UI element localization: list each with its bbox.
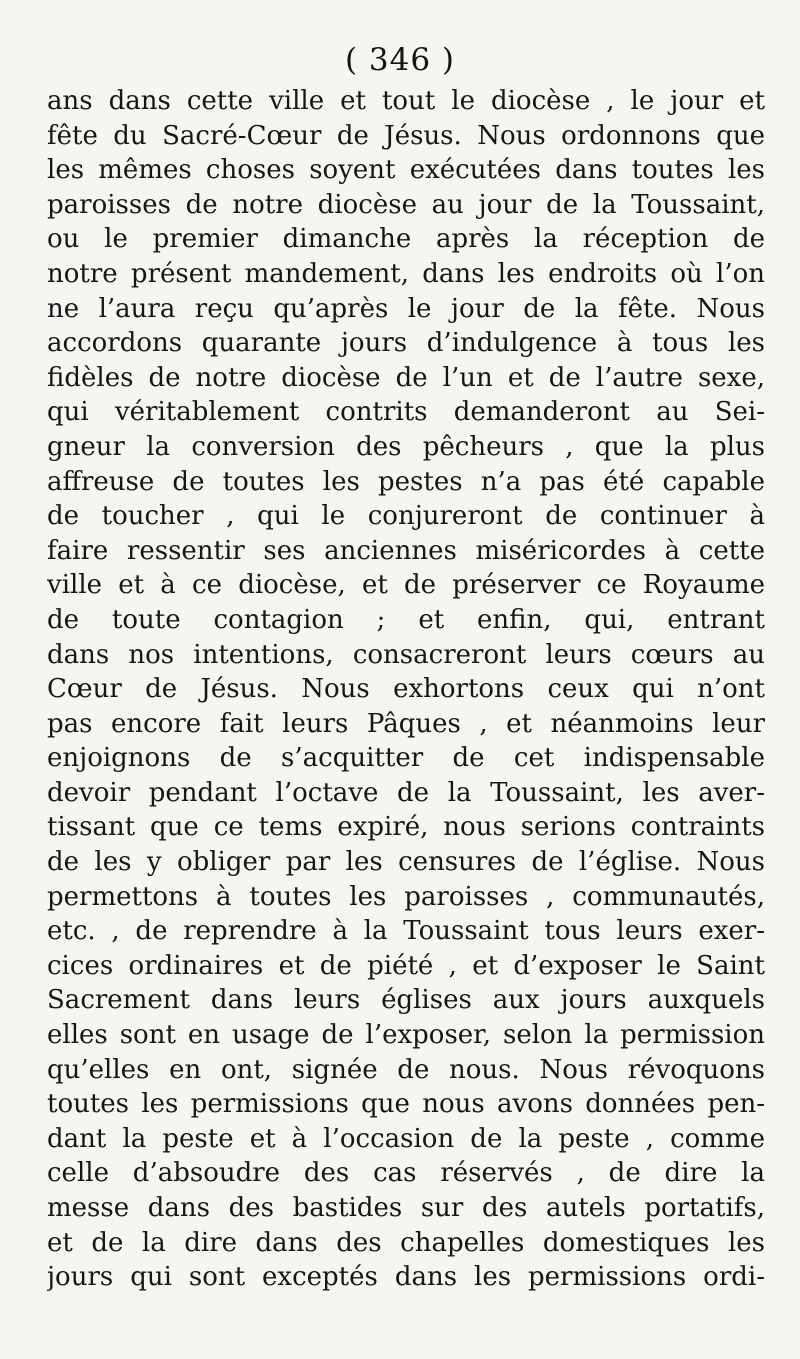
text-line: Sacrement dans leurs églises aux jours auxquels [47,985,765,1016]
text-line: Cœur de Jésus. Nous exhortons ceux qui n’ont [47,674,765,705]
text-line: de toucher , qui le conjureront de continuer à [47,501,765,532]
text-line: tissant que ce tems expiré, nous serions contraints [47,812,765,843]
text-line: jours qui sont exceptés dans les permissions ordi- [47,1262,765,1293]
body-text [47,84,765,1295]
text-line: ans dans cette ville et tout le diocèse , le jour et [47,86,765,116]
text-line: paroisses de notre diocèse au jour de la Toussaint, [47,189,765,220]
text-line: dans nos intentions, consacreront leurs cœurs au [47,639,765,670]
text-line: notre présent mandement, dans les endroits où l’on [47,258,765,289]
text-line: faire ressentir ses anciennes miséricordes à cette [47,535,765,566]
text-line: ne l’aura reçu qu’après le jour de la fête. Nous [47,293,765,324]
text-line: ou le premier dimanche après la réception de [47,224,765,255]
text-line: cices ordinaires et de piété , et d’exposer le Saint [47,950,765,981]
text-line: enjoignons de s’acquitter de cet indispensable [47,743,765,774]
text-line: toutes les permissions que nous avons données pen- [47,1089,765,1120]
text-line: ville et à ce diocèse, et de préserver ce Royaume [47,570,765,601]
text-line: pas encore fait leurs Pâques , et néanmoins leur [47,708,765,739]
text-line: fidèles de notre diocèse de l’un et de l’autre sexe, [47,362,765,393]
text-line: gneur la conversion des pêcheurs , que la plus [47,431,765,462]
text-line: dant la peste et à l’occasion de la peste , comme [47,1123,765,1154]
text-line: de les y obliger par les censures de l’église. Nous [47,847,765,878]
page-number: ( 346 ) [344,42,456,78]
text-line: elles sont en usage de l’exposer, selon la permission [47,1020,765,1051]
text-line: permettons à toutes les paroisses , communautés, [47,881,765,912]
text-line: de toute contagion ; et enfin, qui, entrant [47,604,765,635]
text-line: les mêmes choses soyent exécutées dans toutes les [47,155,765,186]
text-line: etc. , de reprendre à la Toussaint tous leurs exer- [47,916,765,947]
text-line: messe dans des bastides sur des autels portatifs, [47,1193,765,1223]
text-line: celle d’absoudre des cas réservés , de dire la [47,1158,765,1189]
text-line: devoir pendant l’octave de la Toussaint, les aver- [47,777,765,808]
text-line: affreuse de toutes les pestes n’a pas été capable [47,466,765,497]
text-line: fête du Sacré-Cœur de Jésus. Nous ordonnons que [47,120,765,151]
text-line: qu’elles en ont, signée de nous. Nous révoquons [47,1054,765,1085]
text-line: accordons quarante jours d’indulgence à tous les [47,328,765,359]
text-line: qui véritablement contrits demanderont au Sei- [47,397,765,428]
text-line: et de la dire dans des chapelles domestiques les [47,1227,765,1258]
